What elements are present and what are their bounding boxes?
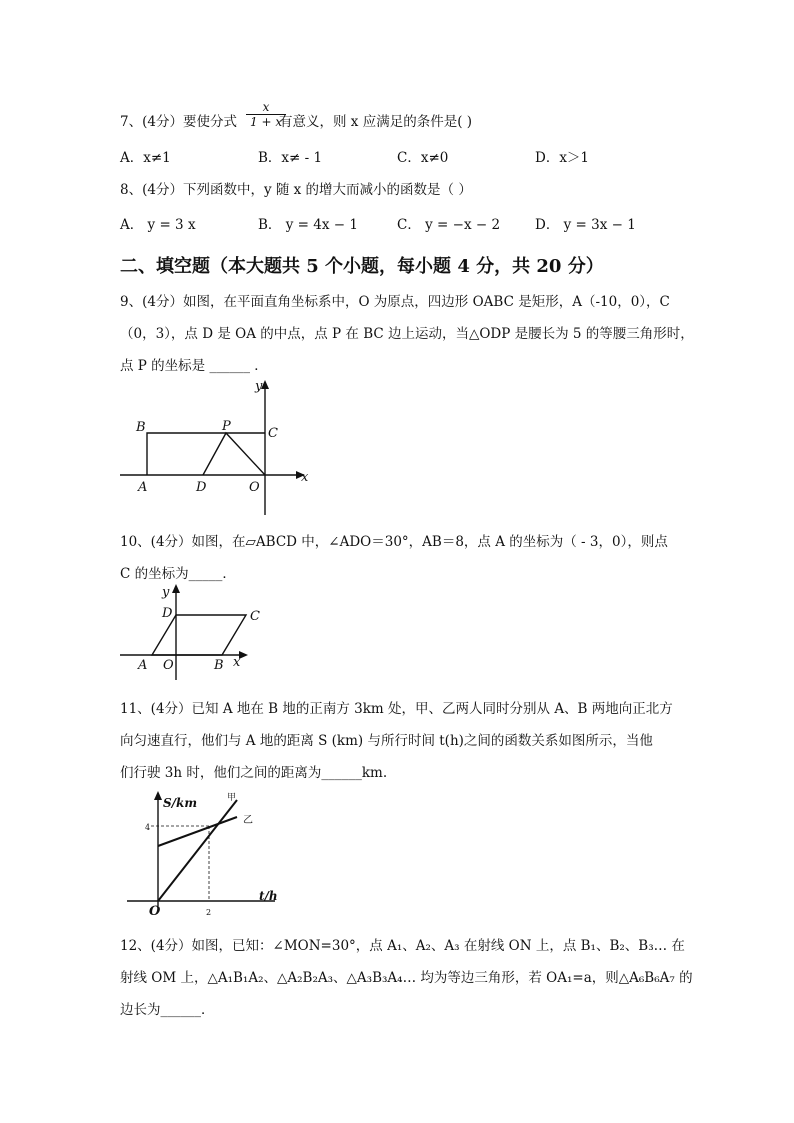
q11-line-2: 向匀速直行，他们与 A 地的距离 S (km) 与所行时间 t(h)之间的函数关系如图所示，当他 [120,733,653,749]
q11-line-1: 11、(4分）已知 A 地在 B 地的正南方 3km 处，甲、乙两人同时分别从 A、B 两地向正北方 [120,701,673,717]
q9-figure [115,380,315,520]
q11-tick-y: 4 [145,823,151,832]
q7-option-a: A．x≠1 [120,150,171,166]
q11-label-jia: 甲 [227,793,237,803]
q9-label-p: P [222,419,231,434]
q11-tick-x: 2 [206,908,212,917]
q11-label-o: O [149,904,161,919]
q10-label-a: A [138,658,148,673]
q12-line-2: 射线 OM 上，△A₁B₁A₂、△A₂B₂A₃、△A₃B₃A₄… 均为等边三角形，若 OA₁=a，则△A₆B₆A₇ 的 [120,970,693,986]
q7-option-b: B．x≠ - 1 [258,150,323,166]
q11-ylabel: S/km [163,796,198,810]
q9-line-2: （0，3），点 D 是 OA 的中点，点 P 在 BC 边上运动，当△ODP 是腰长为 5 的等腰三角形时， [120,326,694,342]
q11-xlabel: t/h [259,889,278,903]
q9-label-a: A [138,480,148,495]
q9-label-d: D [196,480,207,495]
q11-label-yi: 乙 [243,815,253,826]
q9-label-y: y [255,379,263,394]
q10-label-d: D [162,606,173,621]
q7-prefix: 7、(4分）要使分式 [120,114,237,130]
q9-label-o: O [249,480,260,495]
q10-label-b: B [214,658,224,673]
q7-option-c: C．x≠0 [397,150,449,166]
q9-label-c: C [268,426,278,441]
q8-option-c: C． y = −x − 2 [397,217,501,233]
q7-suffix: 有意义，则 x 应满足的条件是( ) [279,114,473,130]
q12-line-3: 边长为______． [120,1002,215,1018]
q9-line-1: 9、(4分）如图，在平面直角坐标系中，O 为原点，四边形 OABC 是矩形，A（-10，0），C [120,294,670,310]
q10-label-c: C [250,609,260,624]
q8-option-d: D． y = 3x − 1 [535,217,636,233]
q11-figure [125,788,285,918]
q8-option-a: A． y = 3 x [120,217,196,233]
q10-label-y: y [162,585,170,600]
q9-label-x: x [301,470,309,485]
q7-fraction-denominator: 1 + x [246,114,286,129]
q10-label-x: x [233,655,241,670]
q9-line-3: 点 P 的坐标是 ______ ． [120,358,268,374]
q8-option-b: B． y = 4x − 1 [258,217,358,233]
q10-line-2: C 的坐标为_____． [120,566,236,582]
q9-label-b: B [136,420,146,435]
q10-line-1: 10、(4分）如图，在▱ABCD 中，∠ADO＝30°，AB＝8，点 A 的坐标为（ - 3，0），则点 [120,534,668,550]
q7-fraction-numerator: x [262,100,270,114]
q7-option-d: D．x＞1 [535,150,590,166]
q8-text: 8、(4分）下列函数中，y 随 x 的增大而减小的函数是（ ） [120,182,472,198]
q11-line-3: 们行驶 3h 时，他们之间的距离为______km. [120,765,388,781]
q10-figure [118,584,258,684]
q12-line-1: 12、(4分）如图，已知：∠MON=30°，点 A₁、A₂、A₃ 在射线 ON 上，点 B₁、B₂、B₃… 在 [120,938,685,954]
section-2-heading: 二、填空题（本大题共 5 个小题，每小题 4 分，共 20 分） [120,256,604,277]
q10-label-o: O [163,658,174,673]
